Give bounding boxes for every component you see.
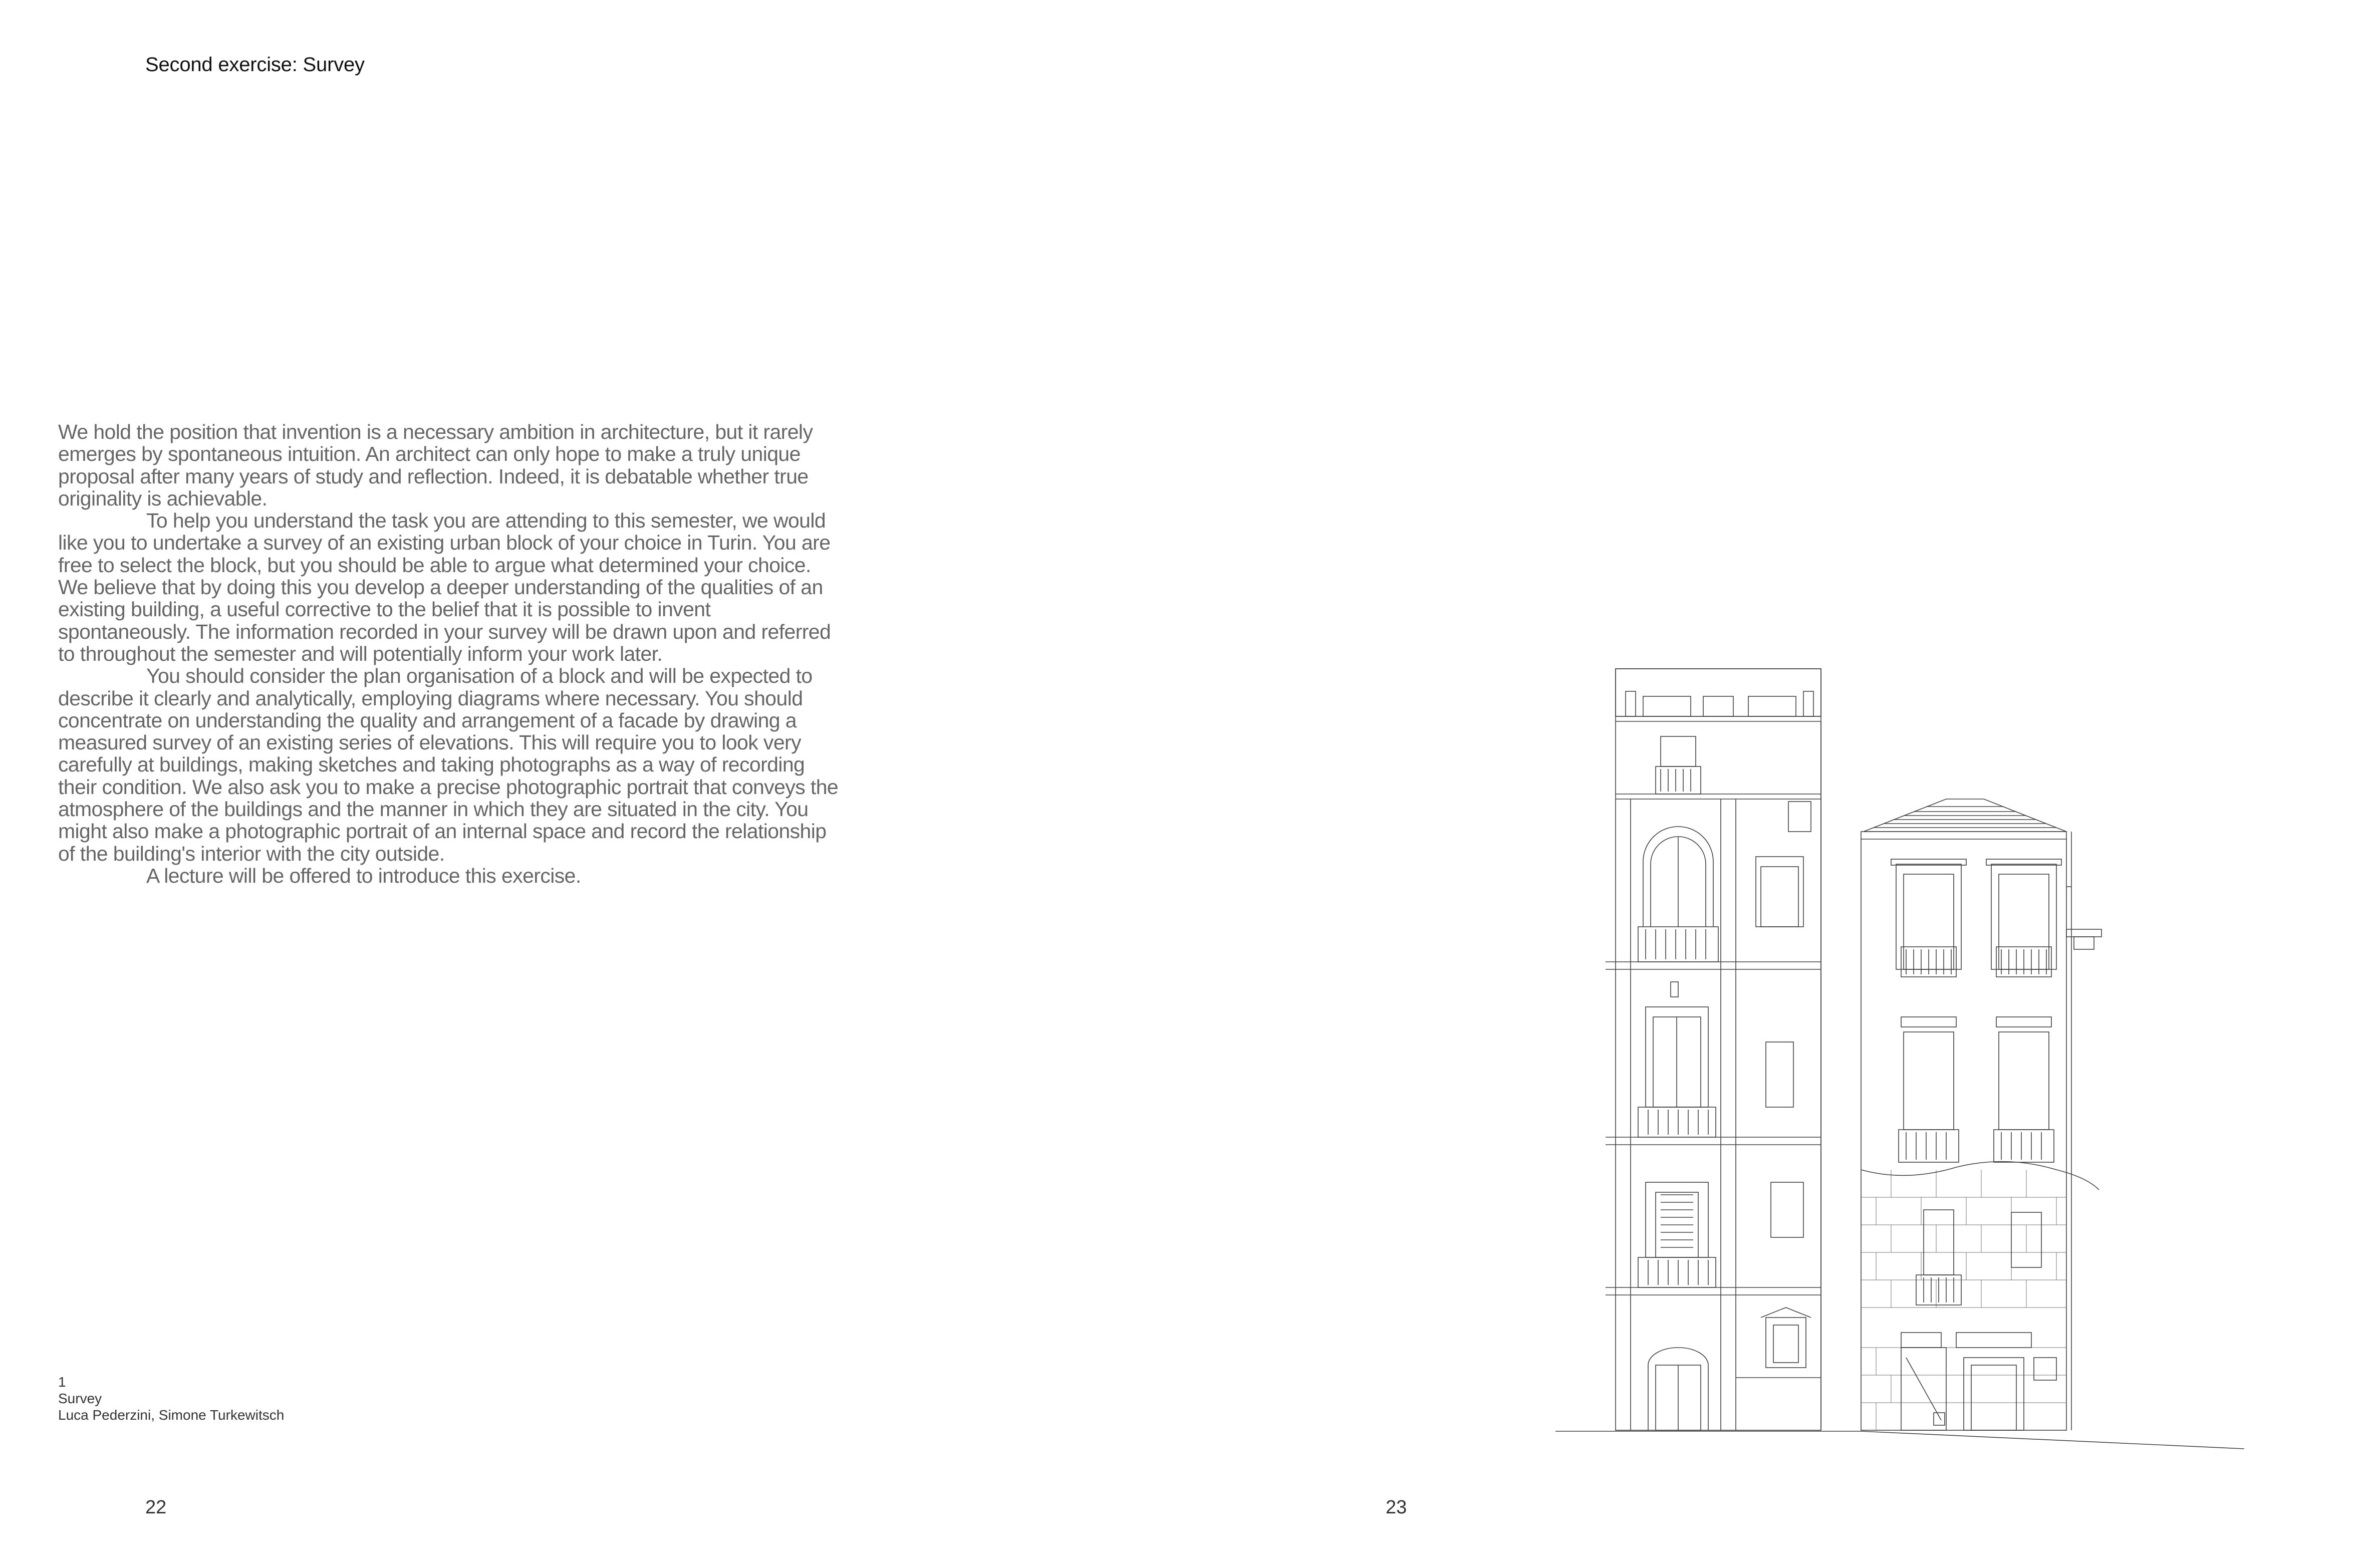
- ground-line-slope: [1861, 1431, 2244, 1449]
- figure-caption: [58, 1374, 284, 1423]
- caption-title: Survey: [58, 1391, 102, 1406]
- tall-building: [1606, 669, 1821, 1430]
- paragraph-1: We hold the position that invention is a necessary ambition in architecture, but it rarely emerges by spontaneous intuition. An architect can only hope to make a truly unique proposal after many years of study and reflection. Indeed, it is debatable whether true originality is achievable.: [58, 420, 813, 510]
- page-number-right: 23: [1386, 1497, 1407, 1518]
- caption-authors: Luca Pederzini, Simone Turkewitsch: [58, 1407, 285, 1423]
- paragraph-3: You should consider the plan organisation of a block and will be expected to describe it clearly and analytically, employing diagrams where necessary. You should concentrate on understanding the quality and arrangement of a facade by drawing a measured survey of an existing series of elevations. This will require you to look very carefully at buildings, making sketches and taking photographs as a way of recording their condition. We also ask you to make a precise photographic portrait that conveys the atmosphere of the buildings and the manner in which they are situated in the city. You might also make a photographic portrait of an internal space and record the relationship of the building's interior with the city outside.: [58, 664, 839, 865]
- body-text: [58, 421, 840, 887]
- left-page: [0, 0, 1183, 1568]
- section-title: Second exercise: Survey: [145, 54, 365, 76]
- paragraph-2: To help you understand the task you are attending to this semester, we would like you to undertake a survey of an existing urban block of your choice in Turin. You are free to select the block, but you should be able to argue what determined your choice. We believe that by doing this you develop a deeper understanding of the qualities of an existing building, a useful corrective to the belief that it is possible to invent spontaneously. The information recorded in your survey will be drawn upon and referred to throughout the semester and will potentially inform your work later.: [58, 509, 831, 665]
- page-number-left: 22: [145, 1497, 167, 1518]
- caption-number: 1: [58, 1374, 66, 1390]
- elevation-svg: [1555, 666, 2247, 1468]
- paragraph-4: A lecture will be offered to introduce this exercise.: [146, 864, 581, 887]
- building-elevation-drawing: [1555, 666, 2247, 1468]
- short-building: [1861, 799, 2101, 1430]
